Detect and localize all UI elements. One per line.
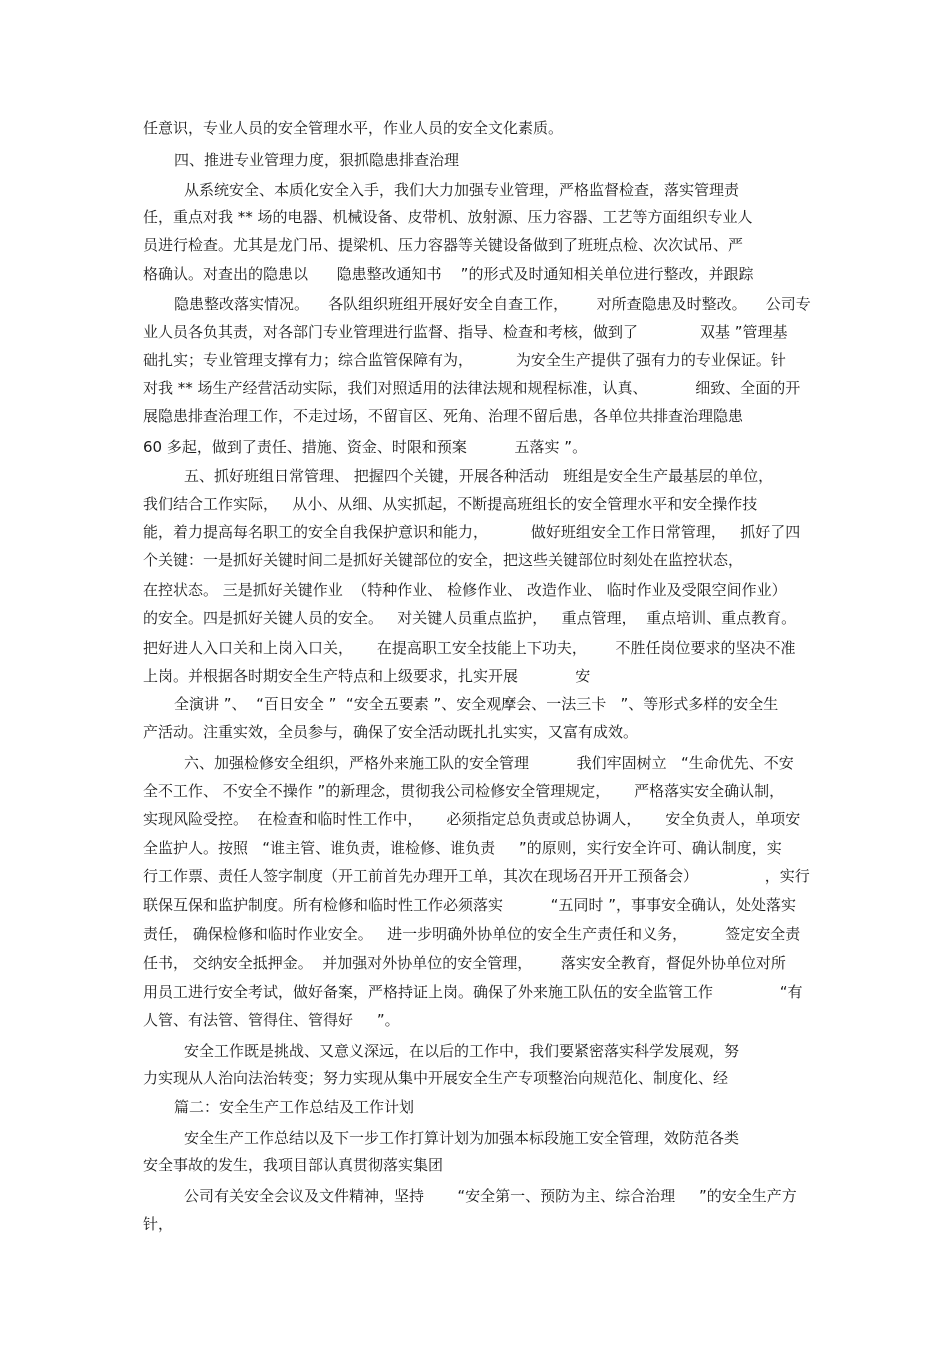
text-line: 人管、有法管、管得住、管得好 ”。 [143,1011,400,1029]
text-line: 个关键：一是抓好关键时间二是抓好关键部位的安全，把这些关键部位时刻处在监控状态， [143,551,744,569]
text-line: 任意识，专业人员的安全管理水平，作业人员的安全文化素质。 [143,119,564,137]
text-line: 任，重点对我 ** 场的电器、机械设备、皮带机、放射源、压力容器、工艺等方面组织专业人 [143,208,753,226]
text-line: 安全生产工作总结以及下一步工作打算计划为加强本标段施工安全管理，效防范各类 [184,1129,740,1147]
text-line: 公司有关安全会议及文件精神，坚持 “安全第一、预防为主、综合治理 ”的安全生产方 [184,1187,797,1205]
text-line: 全监护人。按照 “谁主管、谁负责，谁检修、谁负责 ”的原则，实行安全许可、确认制度，实 [143,839,782,857]
text-line: 业人员各负其责，对各部门专业管理进行监督、指导、检查和考核，做到了 双基 ”管理基 [143,323,788,341]
text-line: 产活动。注重实效，全员参与，确保了安全活动既扎扎实实，又富有成效。 [143,723,639,741]
section-heading: 篇二：安全生产工作总结及工作计划 [174,1098,415,1116]
text-line: 能，着力提高每名职工的安全自我保护意识和能力， 做好班组安全工作日常管理， 抓好了四 [143,523,801,541]
text-line: 的安全。四是抓好关键人员的安全。 对关键人员重点监护， 重点管理， 重点培训、重点教育。 [143,609,797,627]
text-line: 安全工作既是挑战、又意义深远，在以后的工作中，我们要紧密落实科学发展观，努 [184,1042,740,1060]
text-line: 格确认。对查出的隐患以 隐患整改通知书 ”的形式及时通知相关单位进行整改，并跟踪 [143,265,754,283]
text-line: 础扎实；专业管理支撑有力；综合监管保障有为， 为安全生产提供了强有力的专业保证。针 [143,351,786,369]
text-line: 安全事故的发生，我项目部认真贯彻落实集团 [143,1156,444,1174]
text-line: 全演讲 ”、 “百日安全 ” “安全五要素 ”、安全观摩会、一法三卡 ”、等形式多样的安全生 [174,695,779,713]
text-line: 对我 ** 场生产经营活动实际，我们对照适用的法律法规和规程标准，认真、 细致、全面的开 [143,379,801,397]
text-line: 从系统安全、本质化安全入手，我们大力加强专业管理，严格监督检查，落实管理责 [184,181,740,199]
text-line: 力实现从人治向法治转变；努力实现从集中开展安全生产专项整治向规范化、制度化、经 [143,1069,729,1087]
text-line: 行工作票、责任人签字制度（开工前首先办理开工单，其次在现场召开开工预备会） ，实行 [143,867,810,885]
section-heading: 五、抓好班组日常管理、 把握四个关键，开展各种活动 班组是安全生产最基层的单位， [184,467,774,485]
section-heading: 四、推进专业管理力度，狠抓隐患排查治理 [174,151,460,169]
text-line: 针， [143,1215,174,1233]
text-line: 全不工作、 不安全不操作 ”的新理念，贯彻我公司检修安全管理规定， 严格落实安全确认制， [143,782,785,800]
text-line: 任书， 交纳安全抵押金。 并加强对外协单位的安全管理， 落实安全教育，督促外协单位对所 [143,954,786,972]
text-line: 用员工进行安全考试，做好备案，严格持证上岗。确保了外来施工队伍的安全监管工作 “有 [143,983,803,1001]
text-line: 实现风险受控。 在检查和临时性工作中， 必须指定总负责或总协调人， 安全负责人，单项安 [143,810,801,828]
text-line: 展隐患排查治理工作，不走过场，不留盲区、死角、治理不留后患，各单位共排查治理隐患 [143,407,744,425]
text-line: 上岗。并根据各时期安全生产特点和上级要求，扎实开展 安 [143,667,591,685]
text-line: 隐患整改落实情况。 各队组织班组开展好安全自查工作， 对所查隐患及时整改。 公司专 [174,295,811,313]
text-line: 把好进人入口关和上岗入口关， 在提高职工安全技能上下功夫， 不胜任岗位要求的坚决不准 [143,639,796,657]
section-heading: 六、加强检修安全组织，严格外来施工队的安全管理 我们牢固树立 “生命优先、不安 [184,754,794,772]
text-line: 60 多起，做到了责任、措施、资金、时限和预案 五落实 ”。 [143,438,588,456]
text-line: 员进行检查。尤其是龙门吊、提梁机、压力容器等关键设备做到了班班点检、次次试吊、严 [143,236,744,254]
text-line: 联保互保和监护制度。所有检修和临时性工作必须落实 “五同时 ”，事事安全确认，处处落实 [143,896,796,914]
text-line: 在控状态。 三是抓好关键作业 （特种作业、 检修作业、 改造作业、 临时作业及受限空间作业） [143,581,787,599]
text-line: 责任， 确保检修和临时作业安全。 进一步明确外协单位的安全生产责任和义务， 签定安全责 [143,925,801,943]
text-line: 我们结合工作实际， 从小、从细、从实抓起，不断提高班组长的安全管理水平和安全操作技 [143,495,758,513]
